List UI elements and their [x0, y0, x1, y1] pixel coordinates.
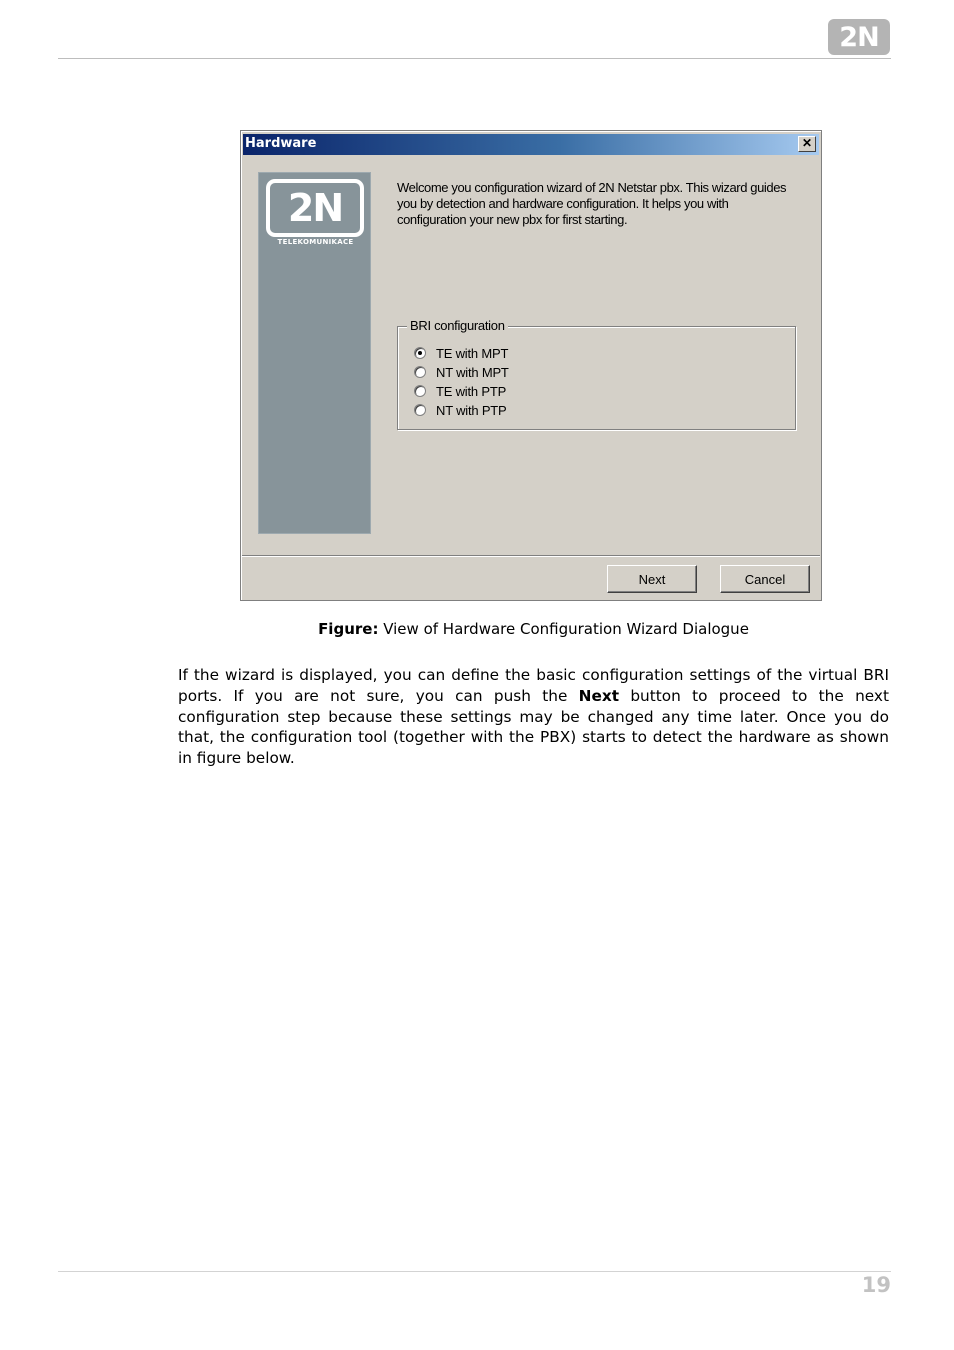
- dialog-titlebar[interactable]: [243, 134, 819, 155]
- option-nt-mpt[interactable]: [414, 364, 509, 380]
- side-logo-text: 2N: [287, 186, 343, 230]
- paragraph-part2: button to proceed to the next configuration step because these settings may be changed any time later. Once you do that, the configuration tool (together with the PBX) starts to detect the hardware as shown in figure below.: [178, 686, 889, 768]
- brand-logo: [828, 19, 890, 55]
- radio-button[interactable]: [414, 404, 426, 416]
- next-button[interactable]: Next: [607, 565, 697, 593]
- option-te-ptp[interactable]: [414, 383, 506, 399]
- bri-configuration-group: [397, 318, 796, 430]
- option-label: NT with MPT: [436, 364, 509, 380]
- option-label: TE with PTP: [436, 383, 507, 399]
- page-number: 19: [861, 1273, 891, 1297]
- dialog-title: Hardware: [245, 136, 317, 151]
- radio-button[interactable]: [414, 385, 426, 397]
- radio-button[interactable]: [414, 366, 426, 378]
- paragraph-part1: If the wizard is displayed, you can define the basic configuration settings of the virtual BRI ports. If you are not sure, you can push the: [178, 666, 889, 705]
- close-icon[interactable]: ✕: [798, 136, 816, 152]
- body-paragraph: [178, 665, 889, 769]
- header-rule: [58, 58, 891, 59]
- caption-text: View of Hardware Configuration Wizard Dialogue: [378, 620, 749, 638]
- welcome-text: Welcome you configuration wizard of 2N Netstar pbx. This wizard guides you by detection and hardware configuration. It helps you with configuration your new pbx for first starting.: [397, 180, 787, 227]
- option-te-mpt[interactable]: [414, 345, 508, 361]
- option-label: NT with PTP: [436, 402, 507, 418]
- dialog-separator: [242, 555, 820, 557]
- side-logo-caption: TELEKOMUNIKACE: [277, 238, 354, 246]
- hardware-dialog: [240, 130, 822, 601]
- caption-prefix: Figure:: [318, 620, 379, 638]
- figure-caption: [178, 620, 889, 638]
- side-panel: [258, 172, 371, 534]
- brand-logo-text: 2N: [839, 21, 879, 53]
- side-logo: [266, 179, 364, 237]
- group-label: BRI configuration: [407, 318, 508, 333]
- option-label: TE with MPT: [436, 345, 509, 361]
- cancel-button[interactable]: Cancel: [720, 565, 810, 593]
- radio-button[interactable]: [414, 347, 426, 359]
- option-nt-ptp[interactable]: [414, 402, 507, 418]
- paragraph-bold: Next: [578, 686, 620, 705]
- footer-rule: [58, 1271, 891, 1272]
